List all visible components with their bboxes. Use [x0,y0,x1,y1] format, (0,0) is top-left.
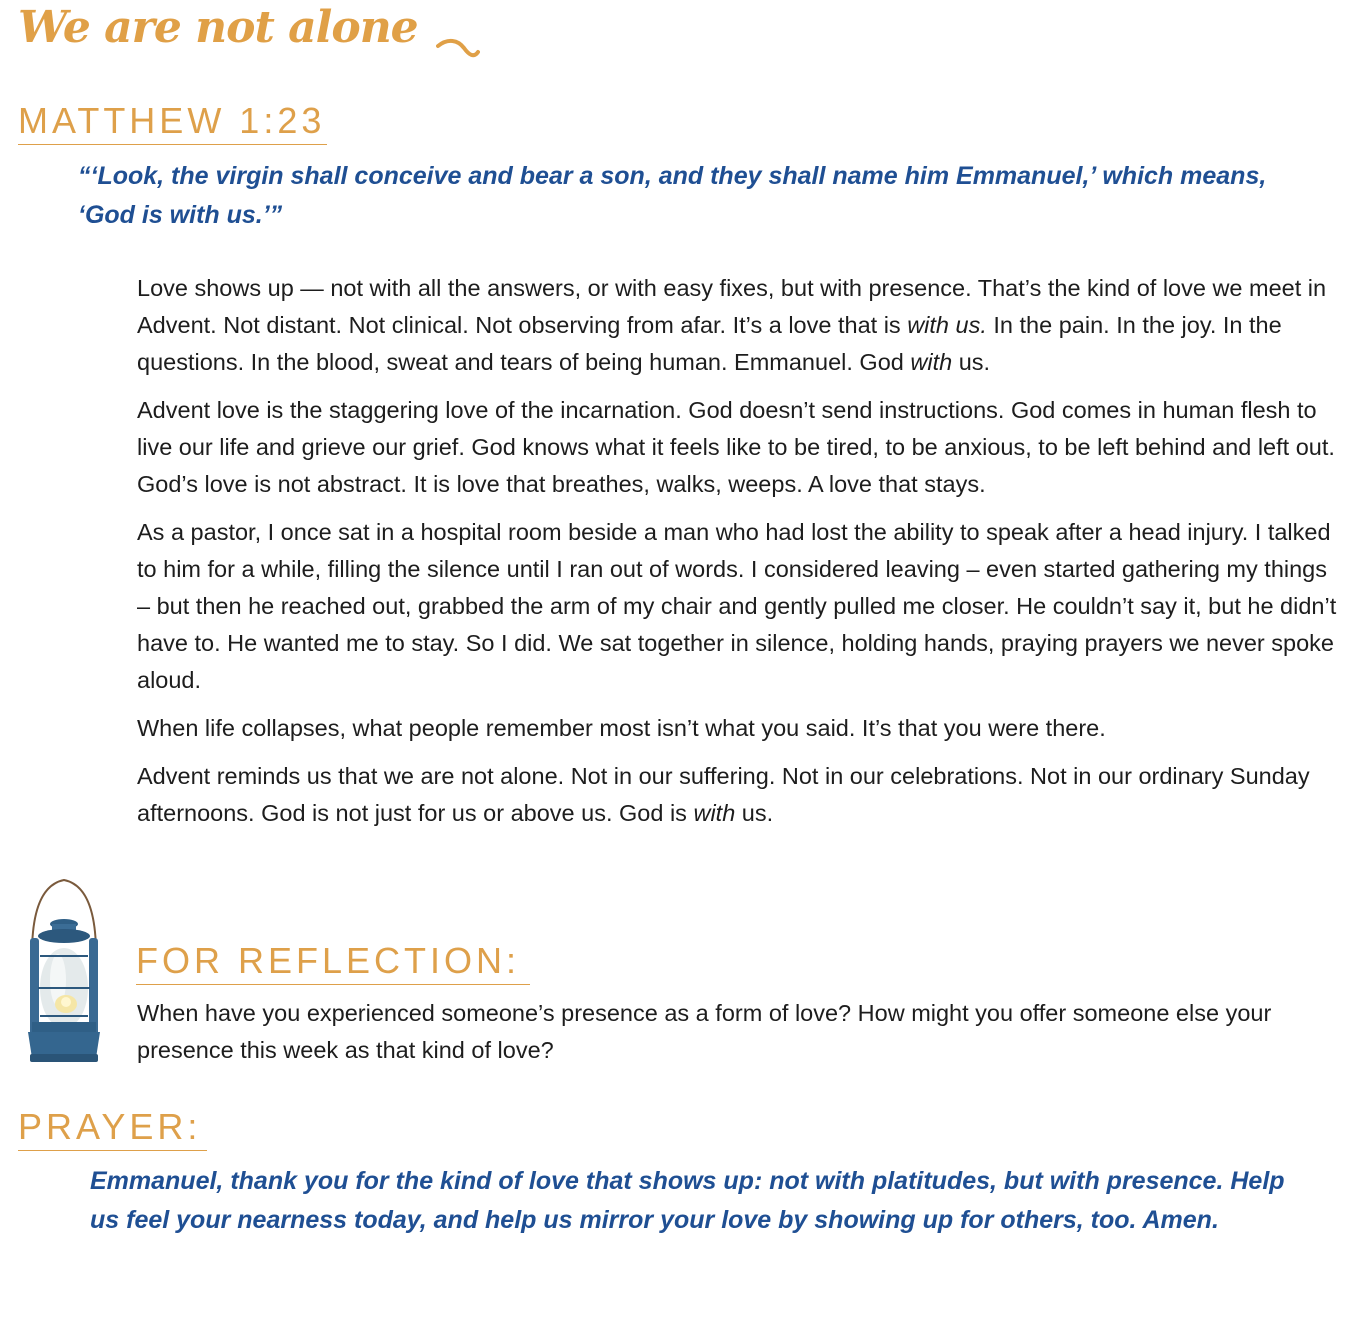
reflection-body [137,270,1337,843]
lantern-icon [22,876,106,1066]
verse-quote: “‘Look, the virgin shall conceive and bear a son, and they shall name him Emmanuel,’ which means, ‘God is with us.’” [78,162,1267,229]
prayer-heading: PRAYER: [18,1106,207,1151]
body-paragraph-4: When life collapses, what people remember most isn’t what you said. It’s that you were there. [137,715,1106,741]
reflection-question: When have you experienced someone’s presence as a form of love? How might you offer someone else your presence this week as that kind of love? [137,1000,1272,1063]
title-swash-decoration [436,36,480,66]
reflection-heading: FOR REFLECTION: [136,940,530,985]
page-title: We are not alone [18,2,418,53]
body-paragraph-3: As a pastor, I once sat in a hospital room beside a man who had lost the ability to speak after a head injury. I talked to him for a while, filling the silence until I ran out of words. I considered leaving – even started gathering my things – but then he reached out, grabbed the arm of my chair and gently pulled me closer. He couldn’t say it, but he didn’t have to. He wanted me to stay. So I did. We sat together in silence, holding hands, praying prayers we never spoke aloud. [137,519,1337,693]
body-paragraph-5: Advent reminds us that we are not alone. Not in our suffering. Not in our celebrations. Not in our ordinary Sunday afternoons. God is not just for us or above us. God is with us. [137,763,1310,826]
body-paragraph-1: Love shows up — not with all the answers, or with easy fixes, but with presence. That’s the kind of love we meet in Advent. Not distant. Not clinical. Not observing from afar. It’s a love that is with us. In the pain. In the joy. In the questions. In the blood, sweat and tears of being human. Emmanuel. God with us. [137,275,1327,375]
prayer-text: Emmanuel, thank you for the kind of love that shows up: not with platitudes, but with presence. Help us feel your nearness today, and help us mirror your love by showing up for others, too. Amen. [90,1167,1285,1234]
body-paragraph-2: Advent love is the staggering love of the incarnation. God doesn’t send instructions. God comes in human flesh to live our life and grieve our grief. God knows what it feels like to be tired, to be anxious, to be left behind and left out. God’s love is not abstract. It is love that breathes, walks, weeps. A love that stays. [137,397,1335,497]
verse-heading: MATTHEW 1:23 [18,100,327,145]
